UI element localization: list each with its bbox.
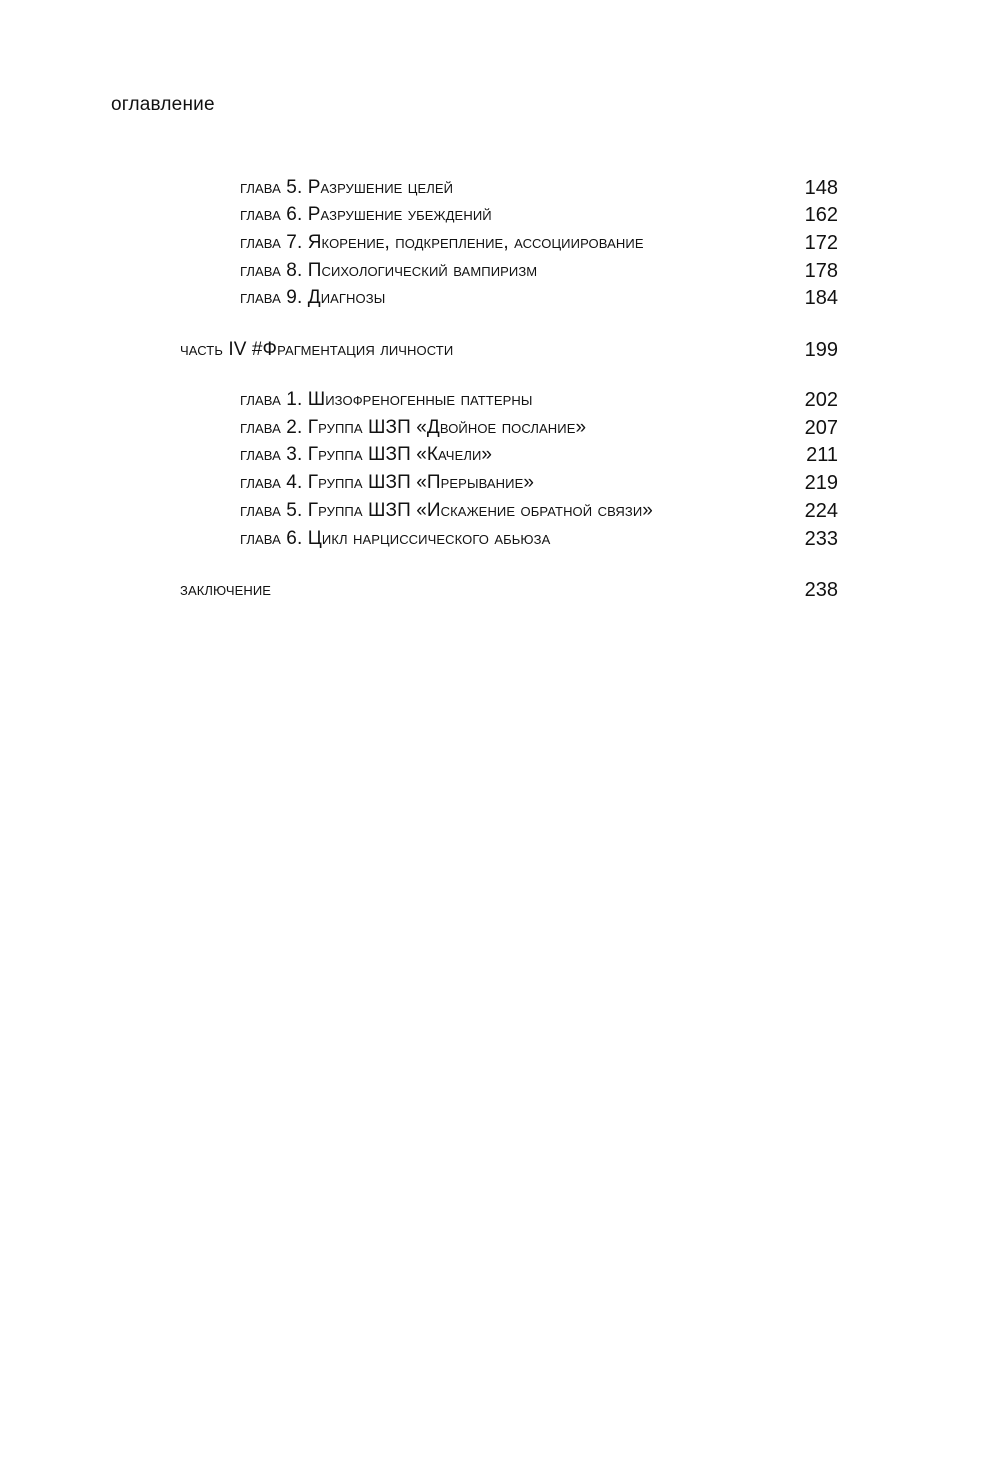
toc-entry-title: глава 4. Группа ШЗП «Прерывание» [240, 472, 535, 493]
toc-entry-page: 224 [804, 500, 838, 522]
toc-conclusion-page: 238 [804, 579, 838, 601]
toc-entry-page: 211 [806, 444, 838, 466]
toc-entry-title: глава 2. Группа ШЗП «Двойное послание» [240, 417, 587, 438]
toc-entry[interactable] [240, 285, 385, 311]
toc-part-title: часть IV #Фрагментация личности [180, 339, 454, 360]
toc-entry-page: 172 [804, 232, 838, 254]
toc-conclusion-entry[interactable] [180, 577, 271, 603]
toc-entry-page: 202 [804, 389, 838, 411]
toc-entry-page: 184 [804, 287, 838, 309]
toc-entry-page: 219 [804, 472, 838, 494]
toc-entry-title: глава 5. Группа ШЗП «Искажение обратной связи» [240, 500, 653, 521]
toc-entry[interactable] [240, 202, 492, 228]
toc-part-entry[interactable] [180, 337, 453, 363]
toc-entry[interactable] [240, 498, 653, 524]
toc-conclusion-title: заключение [180, 579, 272, 600]
toc-entry-page: 233 [804, 528, 838, 550]
toc-entry-title: глава 1. Шизофреногенные паттерны [240, 389, 533, 410]
toc-entry-title: глава 6. Цикл нарциссического абьюза [240, 528, 551, 549]
toc-entry-page: 178 [804, 260, 838, 282]
toc-entry[interactable] [240, 442, 492, 468]
toc-entry[interactable] [240, 230, 644, 256]
toc-entry-title: глава 8. Психологический вампиризм [240, 260, 538, 281]
toc-entry[interactable] [240, 415, 586, 441]
toc-entry-title: глава 7. Якорение, подкрепление, ассоциирование [240, 232, 644, 253]
toc-part-page: 199 [804, 339, 838, 361]
toc-entry[interactable] [240, 526, 550, 552]
running-head: оглавление [111, 94, 215, 115]
toc-entry-title: глава 9. Диагнозы [240, 287, 386, 308]
toc-entry-page: 148 [804, 177, 838, 199]
toc-entry-title: глава 6. Разрушение убеждений [240, 204, 492, 225]
toc-entry[interactable] [240, 387, 533, 413]
toc-entry-page: 162 [804, 204, 838, 226]
toc-entry[interactable] [240, 175, 453, 201]
toc-entry-page: 207 [804, 417, 838, 439]
toc-entry-title: глава 5. Разрушение целей [240, 177, 454, 198]
toc-entry-title: глава 3. Группа ШЗП «Качели» [240, 444, 493, 465]
toc-entry[interactable] [240, 258, 537, 284]
toc-entry[interactable] [240, 470, 534, 496]
